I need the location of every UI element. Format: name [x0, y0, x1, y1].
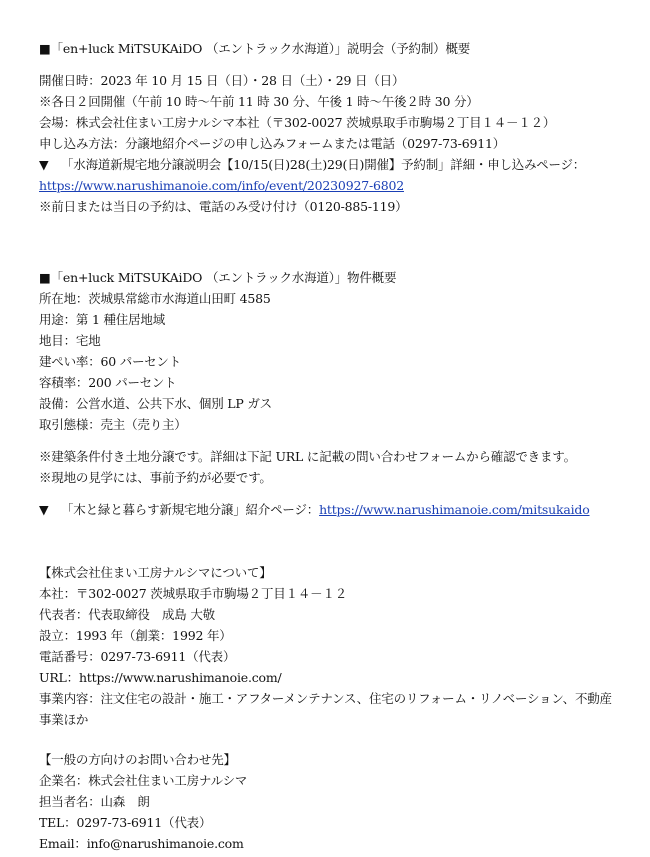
event-sessions: ※各日２回開催（午前 10 時～午前 11 時 30 分、午後 1 時～午後２時 30 分） — [39, 94, 479, 109]
event-link[interactable]: https://www.narushimanoie.com/info/event/20230927-6802 — [39, 178, 404, 193]
property-land: 地目：宅地 — [39, 333, 101, 348]
property-coverage: 建ぺい率：60 パーセント — [39, 354, 182, 369]
property-facilities: 設備：公営水道、公共下水、個別 LP ガス — [39, 396, 272, 411]
event-link-title: 「水海道新規宅地分譲説明会【10/15(日)28(土)29(日)開催】予約制」詳細・申し込みページ： — [61, 157, 586, 172]
company-business: 事業内容：注文住宅の設計・施工・アフターメンテナンス、住宅のリフォーム・リノベーション、不動産 — [39, 691, 612, 706]
property-link[interactable]: https://www.narushimanoie.com/mitsukaido — [319, 502, 590, 517]
document-page — [39, 38, 639, 854]
contact-heading: 【一般の方向けのお問い合わせ先】 — [39, 752, 236, 767]
company-founded: 設立：1993 年（創業：1992 年） — [39, 628, 232, 643]
company-hq: 本社：〒302-0027 茨城県取手市駒場２丁目１４－１２ — [39, 586, 348, 601]
property-note-1: ※建築条件付き土地分譲です。詳細は下記 URL に記載の問い合わせフォームから確認できます。 — [39, 449, 576, 464]
event-link-label — [39, 154, 639, 175]
property-far: 容積率：200 パーセント — [39, 375, 177, 390]
contact-tel: TEL：0297-73-6911（代表） — [39, 815, 212, 830]
company-heading: 【株式会社住まい工房ナルシマについて】 — [39, 565, 272, 580]
property-note-2: ※現地の見学には、事前予約が必要です。 — [39, 470, 272, 485]
company-business-cont: 事業ほか — [39, 712, 89, 727]
event-note: ※前日または当日の予約は、電話のみ受け付け（0120-885-119） — [39, 199, 408, 214]
property-location: 所在地：茨城県常総市水海道山田町 4585 — [39, 291, 271, 306]
contact-company: 企業名：株式会社住まい工房ナルシマ — [39, 773, 248, 788]
event-heading: ■「en+luck MiTSUKAiDO （エントラック水海道）」説明会（予約制）概要 — [39, 41, 471, 56]
triangle-down-icon: ▼ — [39, 157, 49, 172]
property-heading: ■「en+luck MiTSUKAiDO （エントラック水海道）」物件概要 — [39, 270, 397, 285]
contact-email: Email：info@narushimanoie.com — [39, 836, 244, 851]
property-link-title: 「木と緑と暮らす新規宅地分譲」紹介ページ： — [61, 502, 320, 517]
event-venue: 会場：株式会社住まい工房ナルシマ本社（〒302-0027 茨城県取手市駒場２丁目１４－１２） — [39, 115, 556, 130]
company-url: URL：https://www.narushimanoie.com/ — [39, 670, 282, 685]
contact-person: 担当者名：山森 朗 — [39, 794, 150, 809]
property-link-row — [39, 499, 639, 520]
property-use: 用途：第 1 種住居地域 — [39, 312, 166, 327]
event-apply: 申し込み方法：分譲地紹介ページの申し込みフォームまたは電話（0297-73-6911） — [39, 136, 506, 151]
triangle-down-icon: ▼ — [39, 502, 49, 517]
company-rep: 代表者：代表取締役 成島 大敬 — [39, 607, 215, 622]
company-phone: 電話番号：0297-73-6911（代表） — [39, 649, 236, 664]
event-date: 開催日時：2023 年 10 月 15 日（日）・28 日（土）・29 日（日） — [39, 73, 405, 88]
property-transaction: 取引態様：売主（売り主） — [39, 417, 187, 432]
